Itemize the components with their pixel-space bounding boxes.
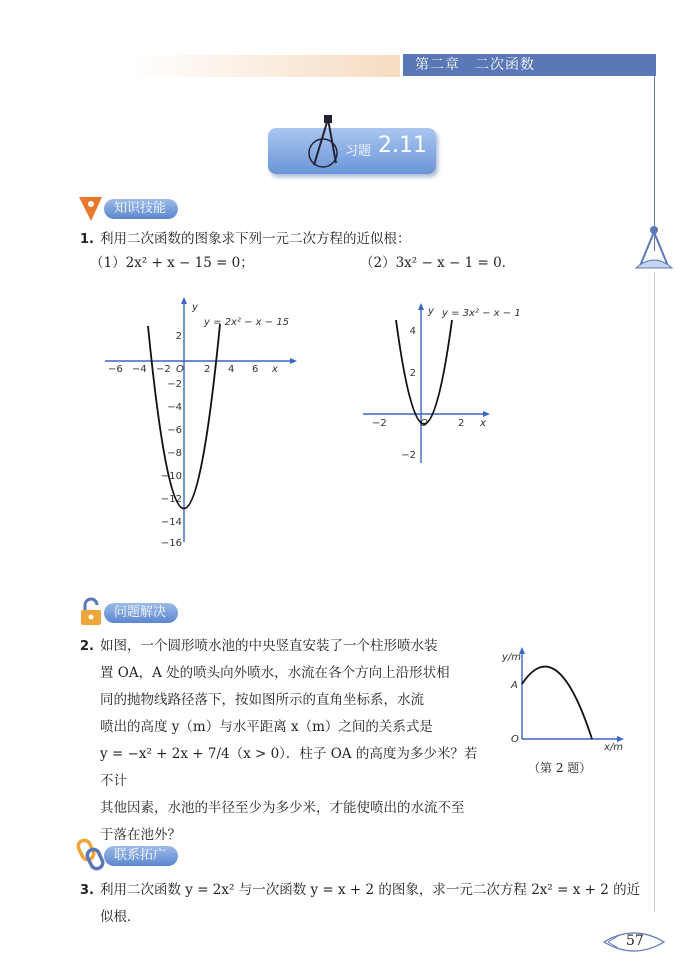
q3-line: 似根．: [100, 909, 141, 925]
q2-text: [100, 633, 490, 849]
graph1-y-axis: y: [192, 302, 198, 313]
exercise-label: 习题: [345, 144, 372, 159]
q3-number: 3.: [80, 883, 94, 898]
section-extension: 联系拓广: [104, 846, 178, 866]
graph2-label: y = 3x² − x − 1: [442, 308, 521, 319]
exercise-number: 2.11: [378, 133, 427, 158]
q2-line: 置 OA，A 处的喷头向外喷水，水流在各个方向上沿形状相: [100, 665, 450, 681]
q2-number: 2.: [80, 639, 94, 654]
graph1-y-tick: −16: [160, 538, 182, 549]
q2-line: 同的抛物线路径落下，按如图所示的直角坐标系，水流: [100, 692, 424, 708]
graph1-y-tick: −12: [160, 494, 182, 505]
q2-line: 于落在池外？: [100, 827, 181, 843]
graph2-x-tick: 2: [458, 418, 465, 429]
graph1-x-tick: 4: [228, 364, 235, 375]
graph1-y-tick: −10: [160, 471, 182, 482]
graph1-x-tick: 2: [204, 364, 211, 375]
q2-fig-origin: O: [511, 734, 519, 745]
graph1-x-axis: x: [272, 364, 278, 375]
q2-line: 其他因素，水池的半径至少为多少米，才能使喷出的水流不至: [100, 800, 465, 816]
chapter-header: 第二章 二次函数: [403, 54, 656, 76]
q1-text: 利用二次函数的图象求下列一元二次方程的近似根：: [100, 231, 411, 247]
padlock-icon: [76, 597, 106, 627]
q2-fig-x-axis: x/m: [604, 742, 624, 753]
q1-part2: （2）3x² − x − 1 = 0.: [360, 255, 506, 271]
q2-fig-y-axis: y/m: [502, 652, 522, 663]
graph1-y-tick: −6: [167, 425, 182, 436]
graph1-origin: O: [176, 364, 184, 375]
graph1-y-tick: −2: [167, 379, 182, 390]
graph1-y-tick: 2: [175, 331, 182, 342]
graph1-label: y = 2x² − x − 15: [204, 317, 290, 328]
q2-fig-point-a: A: [511, 680, 518, 691]
section-problem: 问题解决: [104, 603, 178, 623]
graph2-x-axis: x: [480, 418, 486, 429]
q2-figure: [502, 636, 632, 756]
graph2-y-axis: y: [428, 306, 434, 317]
q2-figure-caption: （第 2 题）: [528, 761, 592, 775]
graph1-x-tick: −6: [108, 364, 123, 375]
q2-fig-parabola: [522, 667, 592, 739]
graph2-parabola: [396, 320, 452, 424]
graph1-y-tick: −8: [167, 448, 182, 459]
pen-tip-icon: [76, 193, 106, 223]
page-number: 57: [626, 933, 644, 949]
graph2-y-tick: 2: [409, 368, 416, 379]
graph-2: [358, 298, 521, 468]
q1-part1: （1）2x² + x − 15 = 0；: [90, 255, 254, 271]
compass-drawing-icon: [300, 115, 346, 175]
graph2-y-tick: −2: [401, 450, 416, 461]
margin-rule-light: [654, 272, 655, 912]
section-knowledge: 知识技能: [104, 199, 178, 219]
compass-icon: [632, 222, 676, 274]
graph2-origin: O: [420, 418, 428, 429]
graph1-x-tick: −4: [132, 364, 147, 375]
graph1-y-tick: −4: [167, 402, 182, 413]
q3-line: 利用二次函数 y = 2x² 与一次函数 y = x + 2 的图象，求一元二次方程 2x² = x + 2 的近: [100, 882, 641, 898]
q2-line: 喷出的高度 y（m）与水平距离 x（m）之间的关系式是: [100, 719, 433, 735]
q2-line: 如图，一个圆形喷水池的中央竖直安装了一个柱形喷水装: [100, 638, 438, 654]
graph1-x-tick: −2: [156, 364, 171, 375]
q3-text: [100, 877, 645, 931]
q2-line: y = −x² + 2x + 7/4（x > 0）．柱子 OA 的高度为多少米？若不计: [100, 746, 478, 789]
graph-1: [100, 292, 300, 557]
header-gradient: [130, 55, 400, 77]
q1-number: 1.: [80, 232, 94, 247]
graph2-y-tick: 4: [409, 326, 416, 337]
chain-link-icon: [76, 838, 106, 872]
graph1-y-tick: −14: [160, 517, 182, 528]
graph2-x-tick: −2: [372, 418, 387, 429]
graph1-x-tick: 6: [252, 364, 259, 375]
